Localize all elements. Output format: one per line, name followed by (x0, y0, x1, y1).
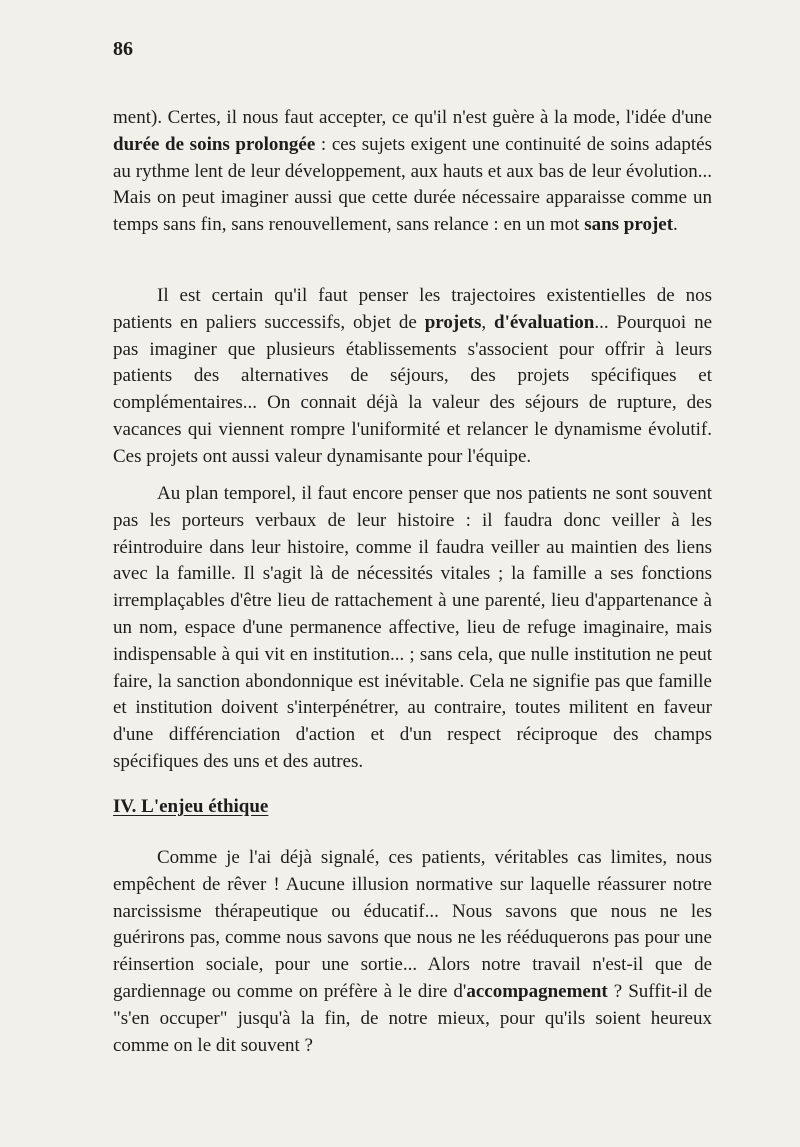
paragraph-text: ment). Certes, il nous faut accepter, ce qu'il n'est guère à la mode, l'idée d'une durée de soins prolongée : ces sujets exigent une continuité de soins adaptés au rythme lent de leur développement, aux hauts et aux bas de leur évolution... Mais on peut imaginer aussi que cette durée nécessaire apparaisse comme un temps sans fin, sans renouvellement, sans relance : en un mot sans projet. (113, 107, 712, 236)
paragraph-care-duration (113, 105, 712, 239)
emphasized-term: durée de soins prolongée (113, 133, 316, 155)
paragraph-text: Au plan temporel, il faut encore penser que nos patients ne sont souvent pas les porteurs verbaux de leur histoire : il faudra donc veiller à les réintroduire dans leur histoire, comme il faudra veiller au maintien des liens avec la famille. Il s'agit là de nécessités vitales ; la famille a ses fonctions irremplaçables d'être lieu de rattachement à une parenté, lieu d'appartenance à un nom, espace d'une permanence affective, lieu de refuge imaginaire, mais indispensable à qui vit en institution... ; sans cela, que nulle institution ne peut faire, la sanction abondonnique est inévitable. Cela ne signifie pas que famille et institution doivent s'interpénétrer, au contraire, toutes militent en faveur d'une différenciation d'action et d'un respect réciproque des champs spécifiques des uns et des autres. (113, 483, 712, 772)
emphasized-term: projets (424, 311, 482, 333)
paragraph-temporal-plan (113, 481, 712, 776)
paragraph-text: Il est certain qu'il faut penser les trajectoires existentielles de nos patients en paliers successifs, objet de projets, d'évaluation... Pourquoi ne pas imaginer que plusieurs établissements s'associent pour offrir à leurs patients des alternatives de séjours, des projets spécifiques et complémentaires... On connait déjà la valeur des séjours de rupture, des vacances qui viennent rompre l'uniformité et relancer le dynamisme évolutif. Ces projets ont aussi valeur dynamisante pour l'équipe. (113, 285, 712, 467)
emphasized-term: d'évaluation (494, 311, 595, 333)
paragraph-text: Comme je l'ai déjà signalé, ces patients, véritables cas limites, nous empêchent de rêver ! Aucune illusion normative sur laquelle réassurer notre narcissisme thérapeutique ou éducatif... Nous savons que nous ne les guérirons pas, comme nous savons que nous ne les rééduquerons pas pour une réinsertion sociale, pour une sortie... Alors notre travail n'est-il que de gardiennage ou comme on préfère à le dire d'accompagnement ? Suffit-il de "s'en occuper" jusqu'à la fin, de notre mieux, pour qu'ils soient heureux comme on le dit souvent ? (113, 847, 713, 1056)
page-number: 86 (113, 38, 133, 60)
section-heading: IV. L'enjeu éthique (113, 796, 269, 817)
paragraph-trajectories (113, 283, 712, 471)
emphasized-term: accompagnement (466, 980, 608, 1002)
paragraph-ethics (113, 845, 712, 1059)
emphasized-term: sans projet (584, 214, 674, 236)
